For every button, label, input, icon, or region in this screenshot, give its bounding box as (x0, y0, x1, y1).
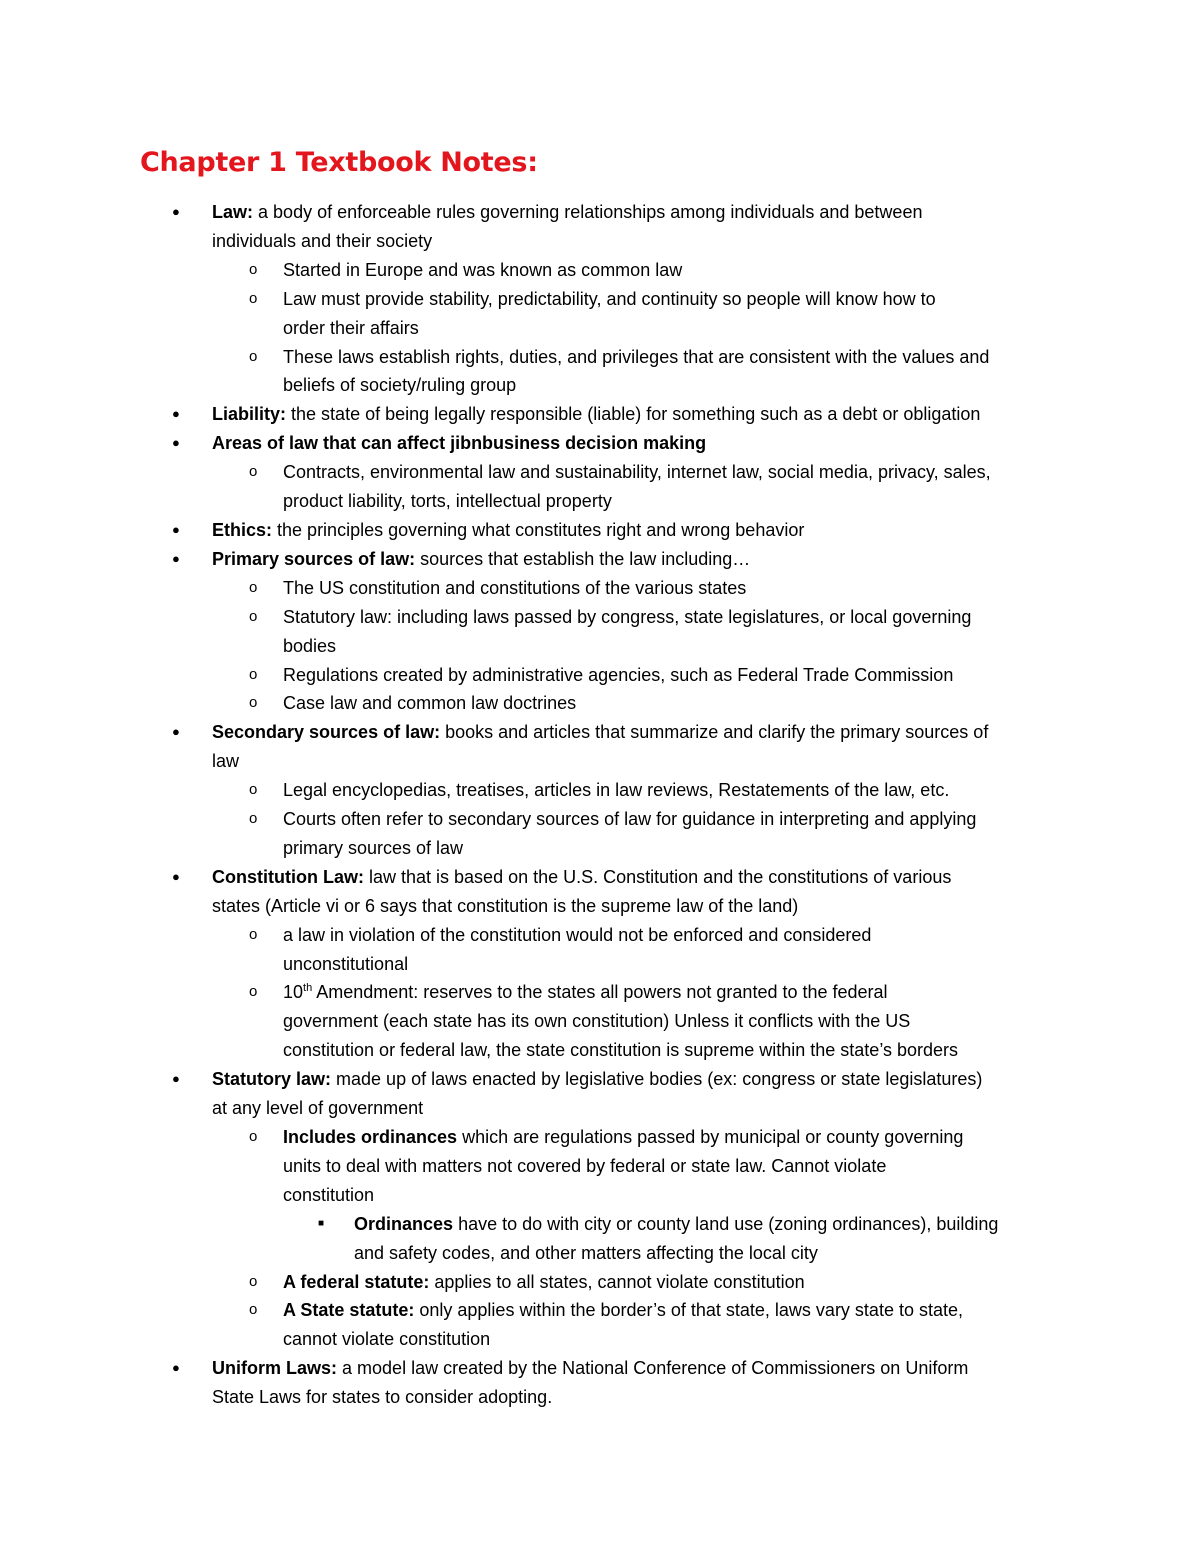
item-line: order their affairs (283, 317, 419, 338)
item-line (283, 1296, 1200, 1325)
item-line: constitution (283, 1184, 375, 1205)
item-term: Uniform Laws: (212, 1358, 338, 1379)
item-term: Constitution Law: (212, 866, 364, 887)
item-term: Primary sources of law: (212, 548, 416, 569)
item-line: beliefs of society/ruling group (283, 375, 517, 396)
item-text: law that is based on the U.S. Constitution and the constitutions of various (369, 866, 952, 887)
square-bullet-icon: ■ (318, 1217, 325, 1229)
bullet-icon: ● (172, 550, 180, 566)
circle-bullet-icon: o (249, 781, 258, 799)
item-line: Regulations created by administrative agencies, such as Federal Trade Commission (283, 664, 954, 685)
list-item (0, 400, 1200, 429)
item-line: bodies (283, 635, 337, 656)
bullet-icon: ● (172, 435, 180, 451)
list-item (0, 863, 1200, 921)
item-term: Liability: (212, 404, 287, 425)
item-term: Ordinances (354, 1213, 454, 1234)
item-text: Amendment: reserves to the states all powers not granted to the federal (312, 982, 888, 1003)
list-item (0, 1268, 1200, 1297)
list-item (0, 516, 1200, 545)
item-term: Statutory law: (212, 1069, 332, 1090)
circle-bullet-icon: o (249, 347, 258, 365)
item-line: State Laws for states to consider adopting. (212, 1387, 553, 1408)
item-line: Case law and common law doctrines (283, 693, 577, 714)
item-line: The US constitution and constitutions of the various states (283, 577, 747, 598)
list-item (0, 689, 1200, 718)
item-line: a law in violation of the constitution would not be enforced and considered (283, 924, 872, 945)
item-text: applies to all states, cannot violate constitution (434, 1271, 805, 1292)
list-item (0, 343, 1200, 401)
list-item (0, 1123, 1200, 1210)
list-item (0, 574, 1200, 603)
list-item (0, 921, 1200, 979)
item-term: A federal statute: (283, 1271, 430, 1292)
list-item (0, 661, 1200, 690)
item-line: Started in Europe and was known as common law (283, 259, 683, 280)
item-line: product liability, torts, intellectual property (283, 491, 612, 512)
item-term: Areas of law that can affect jibnbusiness decision making (212, 433, 707, 454)
item-line (212, 863, 1200, 892)
bullet-icon: ● (172, 1071, 180, 1087)
item-line: states (Article vi or 6 says that constitution is the supreme law of the land) (212, 895, 799, 916)
item-line: and safety codes, and other matters affecting the local city (354, 1242, 818, 1263)
list-item (0, 718, 1200, 776)
item-text: the state of being legally responsible (liable) for something such as a debt or obligation (291, 404, 981, 425)
item-term: Includes ordinances (283, 1127, 458, 1147)
item-text: have to do with city or county land use (zoning ordinances), building (458, 1213, 999, 1234)
list-item (0, 458, 1200, 516)
circle-bullet-icon: o (249, 463, 258, 481)
item-line: law (212, 751, 240, 772)
item-line (212, 1065, 1200, 1094)
item-text: a model law created by the National Conference of Commissioners on Uniform (342, 1358, 969, 1379)
item-line: cannot violate constitution (283, 1329, 491, 1350)
list-item (0, 1065, 1200, 1123)
list-item (0, 198, 1200, 256)
item-line (212, 1354, 1200, 1383)
item-line (283, 978, 1200, 1007)
item-text: books and articles that summarize and clarify the primary sources of (445, 722, 989, 743)
circle-bullet-icon: o (249, 260, 258, 278)
circle-bullet-icon: o (249, 983, 258, 1001)
list-item (0, 978, 1200, 1065)
list-item (0, 1354, 1200, 1412)
circle-bullet-icon: o (249, 810, 258, 828)
item-line: units to deal with matters not covered by federal or state law. Cannot violate (283, 1155, 887, 1176)
item-line: These laws establish rights, duties, and privileges that are consistent with the values and (283, 346, 990, 367)
ordinal-suffix: th (303, 982, 313, 995)
circle-bullet-icon: o (249, 925, 258, 943)
list-item (0, 545, 1200, 574)
item-line (283, 1123, 1200, 1152)
list-item (0, 805, 1200, 863)
item-line: primary sources of law (283, 837, 464, 858)
circle-bullet-icon: o (249, 1301, 258, 1319)
amendment-number: 10 (283, 982, 304, 1003)
circle-bullet-icon: o (249, 694, 258, 712)
item-line: Statutory law: including laws passed by congress, state legislatures, or local governing (283, 606, 972, 627)
item-text: which are regulations passed by municipal or county governing (462, 1127, 964, 1147)
page-title: Chapter 1 Textbook Notes: (140, 147, 538, 178)
list-item (0, 1296, 1200, 1354)
item-text: the principles governing what constitutes right and wrong behavior (277, 519, 805, 540)
item-text: a body of enforceable rules governing relationships among individuals and between (258, 202, 923, 222)
item-line: Contracts, environmental law and sustainability, internet law, social media, privacy, sales, (283, 462, 991, 483)
item-text: made up of laws enacted by legislative bodies (ex: congress or state legislatures) (336, 1069, 983, 1090)
circle-bullet-icon: o (249, 1272, 258, 1290)
list-item (0, 429, 1200, 458)
bullet-icon: ● (172, 204, 180, 219)
bullet-icon: ● (172, 406, 180, 422)
item-line: unconstitutional (283, 953, 409, 974)
item-line (212, 545, 1200, 574)
bullet-icon: ● (172, 1360, 180, 1376)
circle-bullet-icon: o (249, 289, 258, 307)
list-item (0, 1210, 1200, 1268)
list-item (0, 256, 1200, 285)
item-line: at any level of government (212, 1098, 424, 1119)
item-line (283, 1268, 1200, 1297)
circle-bullet-icon: o (249, 665, 258, 683)
circle-bullet-icon: o (249, 1128, 258, 1145)
list-item (0, 776, 1200, 805)
bullet-icon: ● (172, 521, 180, 537)
item-term: Ethics: (212, 519, 273, 540)
list-item (0, 285, 1200, 343)
item-line: Courts often refer to secondary sources of law for guidance in interpreting and applying (283, 809, 977, 830)
notes-list (0, 198, 1200, 1412)
bullet-icon: ● (172, 868, 180, 884)
item-line: individuals and their society (212, 230, 433, 251)
item-line (354, 1210, 1200, 1239)
item-line (212, 718, 1200, 747)
item-line: government (each state has its own constitution) Unless it conflicts with the US (283, 1011, 911, 1032)
item-line: constitution or federal law, the state constitution is supreme within the state’s borders (283, 1040, 959, 1061)
item-line (212, 400, 1200, 429)
item-line: Legal encyclopedias, treatises, articles in law reviews, Restatements of the law, etc. (283, 780, 950, 801)
item-line (212, 198, 1200, 227)
item-text: sources that establish the law including… (420, 548, 751, 569)
item-term: Secondary sources of law: (212, 722, 441, 743)
item-text: only applies within the border’s of that state, laws vary state to state, (419, 1300, 963, 1321)
item-term: A State statute: (283, 1300, 415, 1321)
item-term: Law: (212, 202, 254, 222)
circle-bullet-icon: o (249, 578, 258, 596)
item-line: Law must provide stability, predictability, and continuity so people will know how to (283, 288, 936, 309)
list-item (0, 603, 1200, 661)
item-line (212, 516, 1200, 545)
circle-bullet-icon: o (249, 607, 258, 625)
bullet-icon: ● (172, 724, 180, 740)
